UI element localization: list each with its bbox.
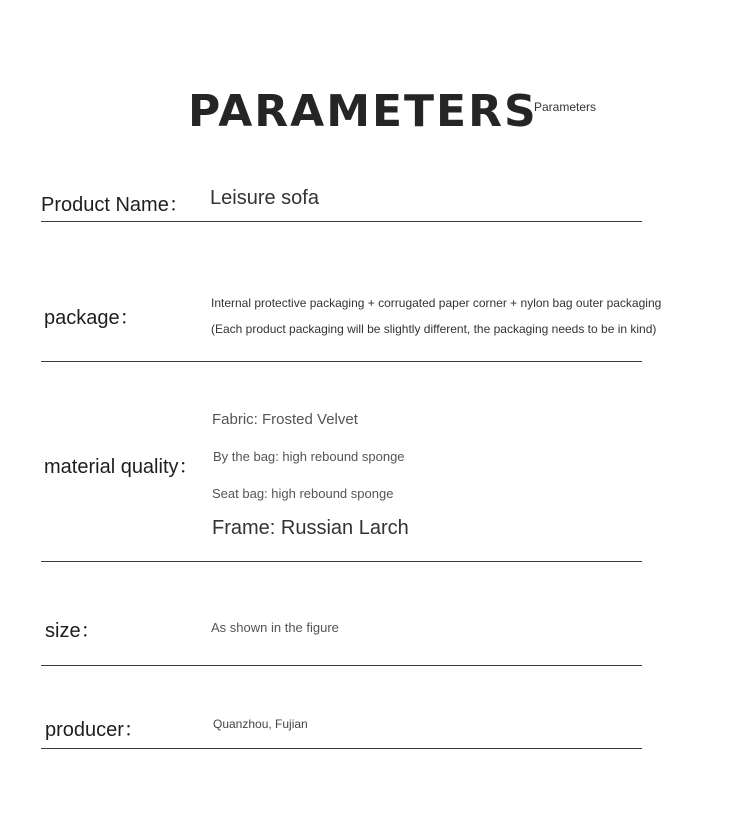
material-fabric: Fabric: Frosted Velvet (212, 411, 358, 428)
material-frame: Frame: Russian Larch (212, 517, 409, 539)
product-name-label: Product Name： (41, 194, 189, 216)
divider (41, 221, 642, 222)
size-value: As shown in the figure (211, 620, 339, 635)
product-name-value: Leisure sofa (210, 187, 319, 209)
divider (41, 748, 642, 749)
size-label: size： (45, 620, 101, 642)
divider (41, 561, 642, 562)
producer-value: Quanzhou, Fujian (213, 717, 308, 731)
package-label: package： (44, 307, 140, 329)
material-quality-label: material quality： (44, 456, 199, 478)
material-seat: Seat bag: high rebound sponge (212, 486, 394, 501)
page-subtitle: Parameters (534, 100, 597, 114)
package-line-1: Internal protective packaging + corrugated paper corner + nylon bag outer packaging (211, 296, 662, 310)
package-line-2: (Each product packaging will be slightly different, the packaging needs to be in kind) (211, 322, 657, 336)
divider (41, 361, 642, 362)
producer-label: producer： (45, 719, 144, 741)
page-title: PARAMETERS (188, 86, 538, 137)
divider (41, 665, 642, 666)
material-back: By the bag: high rebound sponge (213, 449, 405, 464)
